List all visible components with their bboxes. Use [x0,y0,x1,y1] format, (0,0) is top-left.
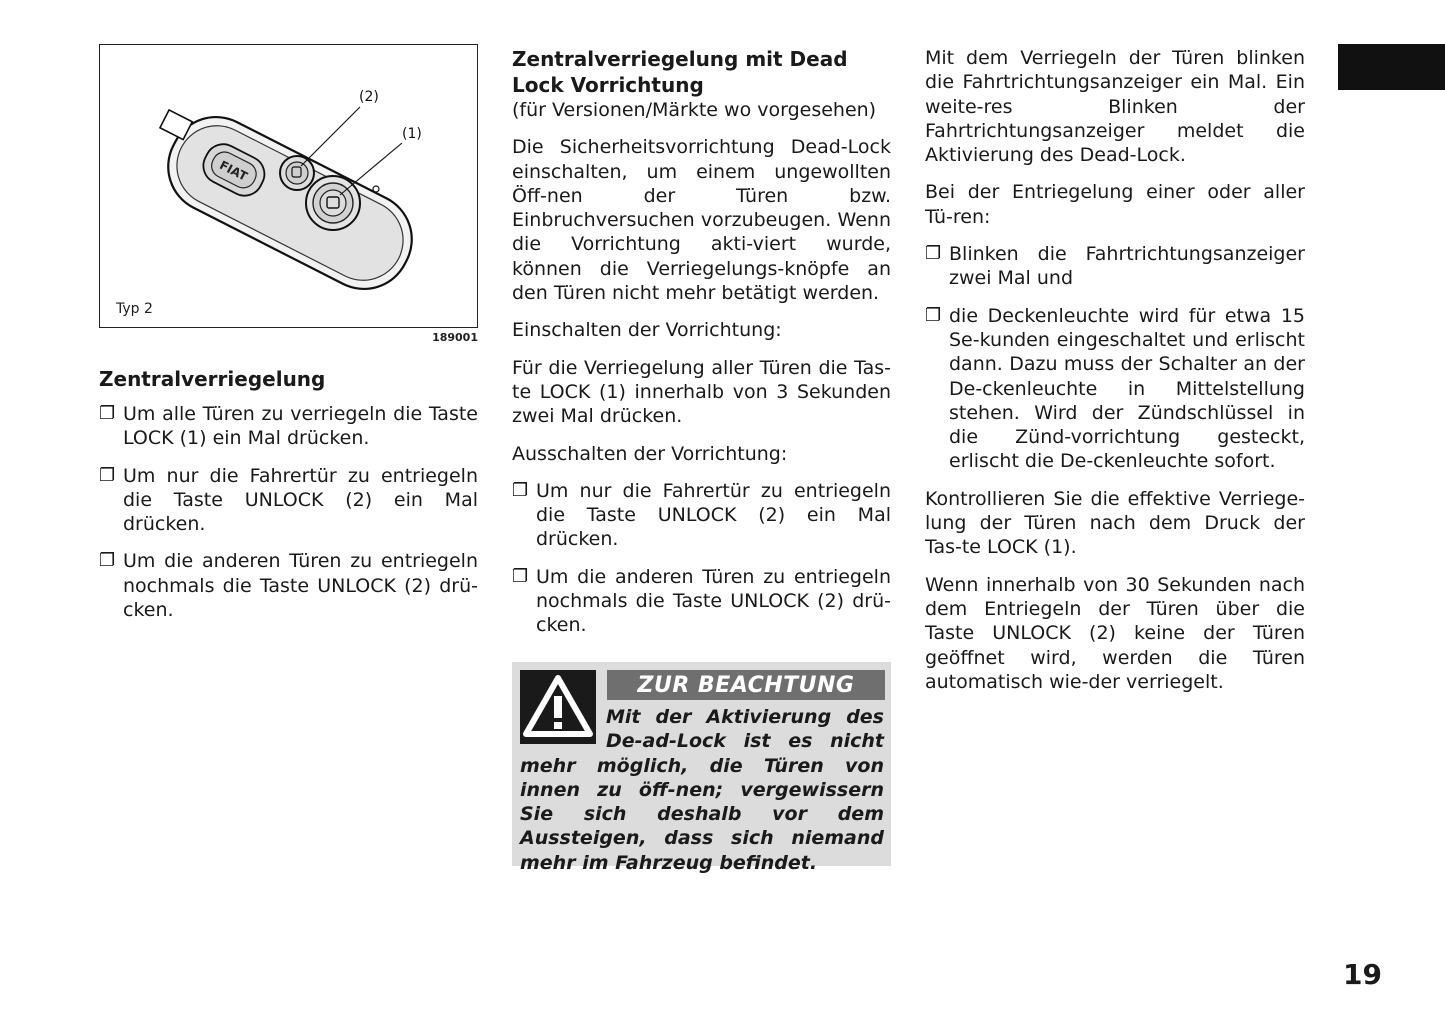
svg-text:FIAT: FIAT [217,157,250,184]
chapter-tab-marker [1338,44,1445,90]
bullet-box-icon: ❐ [99,550,116,572]
callout-label-2: (2) [359,89,379,105]
warning-box [512,662,891,874]
list-item-text: Um nur die Fahrertür zu entriegeln die Taste UNLOCK (2) ein Mal drücken. [123,464,478,536]
paragraph: Bei der Entriegelung einer oder aller Tü-ren: [925,181,1305,228]
paragraph: Mit dem Verriegeln der Türen blinken die Fahrtrichtungsanzeiger ein Mal. Ein weite-res Blinken der Fahrtrichtungsanzeiger meldet die Aktivierung des Dead-Lock. [925,47,1305,167]
left-column [99,44,478,635]
list-item-text: Um nur die Fahrertür zu entriegeln die Taste UNLOCK (2) ein Mal drücken. [536,479,891,551]
list-item [99,402,478,451]
callout-label-1: (1) [402,126,422,142]
right-column [925,46,1305,707]
list-item-text: Um alle Türen zu verriegeln die Taste LOCK (1) ein Mal drücken. [123,403,478,450]
key-fob-illustration [100,45,477,327]
list-item-text: Um die anderen Türen zu entriegeln nochmals die Taste UNLOCK (2) drü-cken. [123,550,478,622]
list-item-text: Blinken die Fahrtrichtungsanzeiger zwei Mal und [949,243,1305,290]
list-item [925,304,1305,474]
paragraph: Wenn innerhalb von 30 Sekunden nach dem Entriegeln der Türen über die Taste UNLOCK (2) keine der Türen geöffnet wird, werden die Türen automatisch wie-der verriegelt. [925,573,1305,693]
warning-title: ZUR BEACHTUNG [607,670,885,700]
figure-caption: Typ 2 [116,301,153,317]
key-fob-body [135,92,428,305]
paragraph: Ausschalten der Vorrichtung: [512,442,788,465]
page-number: 19 [1343,958,1382,991]
list-item-text: die Deckenleuchte wird für etwa 15 Se-kunden eingeschaltet und erlischt dann. Dazu muss der Schalter an der De-ckenleuchte in Mittelstellung stehen. Wird der Zündschlüssel in die Zünd-vorrichtung gesteckt, erlischt die De-ckenleuchte sofort. [949,304,1305,473]
list-item [99,549,478,622]
warning-text: Mit der Aktivierung des De-ad-Lock ist es nicht mehr möglich, die Türen von innen zu öff-nen; vergewissern Sie sich deshalb vor dem Aussteigen, dass sich niemand mehr im Fahrzeug befindet. [520,706,884,874]
bullet-box-icon: ❐ [99,403,116,424]
bullet-box-icon: ❐ [925,304,942,326]
key-fob-figure [99,44,478,328]
section-heading-dead-lock: Zentralverriegelung mit Dead Lock Vorrichtung [512,47,848,97]
bullet-box-icon: ❐ [512,479,529,501]
paragraph: Für die Verriegelung aller Türen die Tas-te LOCK (1) innerhalb von 3 Sekunden zwei Mal drücken. [512,356,891,428]
figure-code: 189001 [432,331,478,344]
list-item [925,242,1305,291]
list-item [512,565,891,638]
paragraph: Kontrollieren Sie die effektive Verriege-lung der Türen nach dem Druck der Tas-te LOCK (1). [925,487,1305,559]
warning-body [520,705,884,875]
bullet-box-icon: ❐ [99,464,116,486]
bullet-box-icon: ❐ [512,565,529,587]
list-item [512,479,891,552]
subheading-versions: (für Versionen/Märkte wo vorgesehen) [512,99,877,121]
section-heading-central-locking: Zentralverriegelung [99,367,326,391]
paragraph: Einschalten der Vorrichtung: [512,319,782,342]
bullet-box-icon: ❐ [925,243,942,265]
paragraph: Die Sicherheitsvorrichtung Dead-Lock einschalten, um einem ungewollten Öff-nen der Türen bzw. Einbruchversuchen vorzubeugen. Wenn die Vorrichtung akti-viert wurde, können die Verriegelungs-knöpfe an den Türen nicht mehr betätigt werden. [512,136,891,305]
list-item-text: Um die anderen Türen zu entriegeln nochmals die Taste UNLOCK (2) drü-cken. [536,565,891,637]
middle-column [512,46,891,651]
list-item [99,464,478,537]
